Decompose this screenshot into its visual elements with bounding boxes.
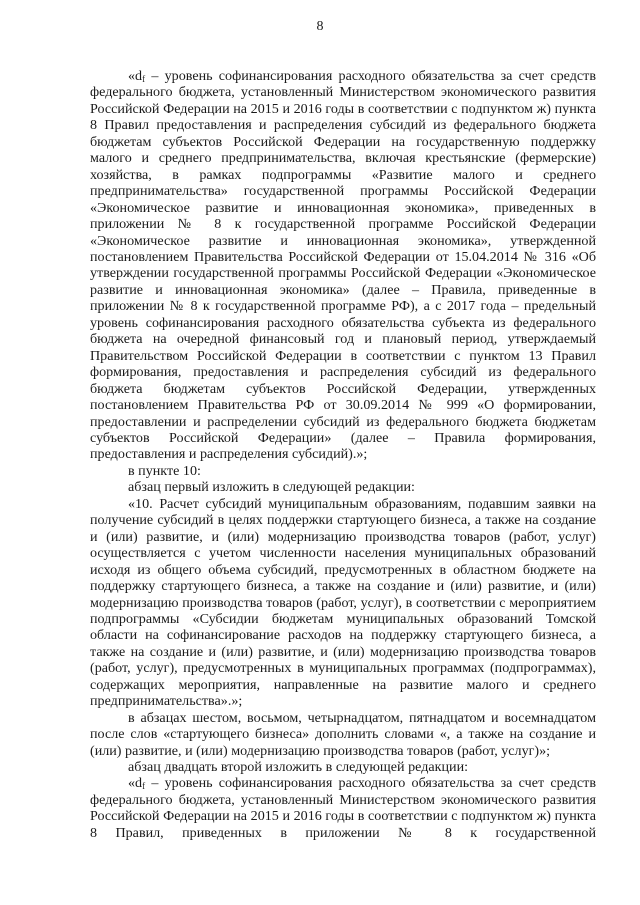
paragraph-first-abzac: абзац первый изложить в следующей редакции: bbox=[128, 479, 415, 496]
document-body bbox=[90, 68, 596, 841]
subscript: f bbox=[142, 74, 146, 84]
paragraph-prefix: «d bbox=[128, 68, 143, 84]
paragraph-df-definition-2 bbox=[90, 775, 596, 841]
page-number: 8 bbox=[316, 19, 324, 34]
paragraph-abzac-amendments: в абзацах шестом, восьмом, четырнадцатом, пятнадцатом и восемнадцатом после слов «стартующего бизнеса» дополнить словами «, а также на создание и (или) развитие, и (или) модернизацию производства товаров (работ, услуг)»; bbox=[90, 709, 596, 759]
paragraph-prefix: «d bbox=[128, 775, 143, 792]
paragraph-text: – уровень софинансирования расходного обязательства за счет средств федерального бюджета, установленный Министерством экономического развития Российской Федерации на 2015 и 2016 годы в соответствии с подпунктом ж) пункта 8 Правил, приведенных в приложении № 8 к государственной bbox=[90, 775, 596, 841]
paragraph-text: – уровень софинансирования расходного обязательства за счет средств федерального бюджета, установленный Министерством экономического развития Российской Федерации на 2015 и 2016 годы в соответствии с подпунктом ж) пункта 8 Правил предоставления и распределения субсидий из федерального бюджета бюджетам субъектов Российской Федерации на государственную поддержку малого и среднего предпринимательства, включая крестьянские (фермерские) хозяйства, в рамках подпрограммы «Развитие малого и среднего предпринимательства» государственной программы Российской Федерации «Экономическое развитие и инновационная экономика», приведенных в приложении № 8 к государственной программе Российской Федерации «Экономическое развитие и инновационная экономика», утвержденной постановлением Правительства Российской Федерации от 15.04.2014 № 316 «Об утверждении государственной программы Российской Федерации «Экономическое развитие и инновационная экономика» (далее – Правила, приведенные в приложении № 8 к государственной программе РФ), а с 2017 года – предельный уровень софинансирования расходного обязательства субъекта из федерального бюджета на очередной финансовый год и плановый период, утверждаемый Правительством Российской Федерации в соответствии с пунктом 13 Правил формирования, предоставления и распределения субсидий из федерального бюджета бюджетам субъектов Российской Федерации, утвержденных постановлением Правительства РФ от 30.09.2014 № 999 «О формировании, предоставлении и распределении субсидий из федерального бюджета бюджетам субъектов Российской Федерации» (далее – Правила формирования, предоставления и распределения субсидий).»; bbox=[90, 68, 596, 463]
paragraph-abzac-22: абзац двадцать второй изложить в следующей редакции: bbox=[128, 759, 469, 776]
paragraph-subsidy-calculation: «10. Расчет субсидий муниципальным образованиям, подавшим заявки на получение субсидий в целях поддержки стартующего бизнеса, а также на создание и (или) развитие, и (или) модернизацию производства товаров (работ, услуг) осуществляется с учетом численности населения муниципальных образований исходя из общего объема субсидий, предусмотренных в областном бюджете на поддержку стартующего бизнеса, а также на создание и (или) развитие, и (или) модернизацию производства товаров (работ, услуг), в соответствии с мероприятием подпрограммы «Субсидии бюджетам муниципальных образований Томской области на софинансирование расходов на поддержку стартующего бизнеса, а также на создание и (или) развитие, и (или) модернизацию производства товаров (работ, услуг), предусмотренных в муниципальных программах (подпрограммах), содержащих мероприятия, направленные на развитие малого и среднего предпринимательства».»; bbox=[90, 495, 596, 710]
subscript: f bbox=[142, 781, 146, 792]
paragraph-df-definition bbox=[90, 68, 596, 463]
paragraph-point-10: в пункте 10: bbox=[128, 462, 201, 479]
